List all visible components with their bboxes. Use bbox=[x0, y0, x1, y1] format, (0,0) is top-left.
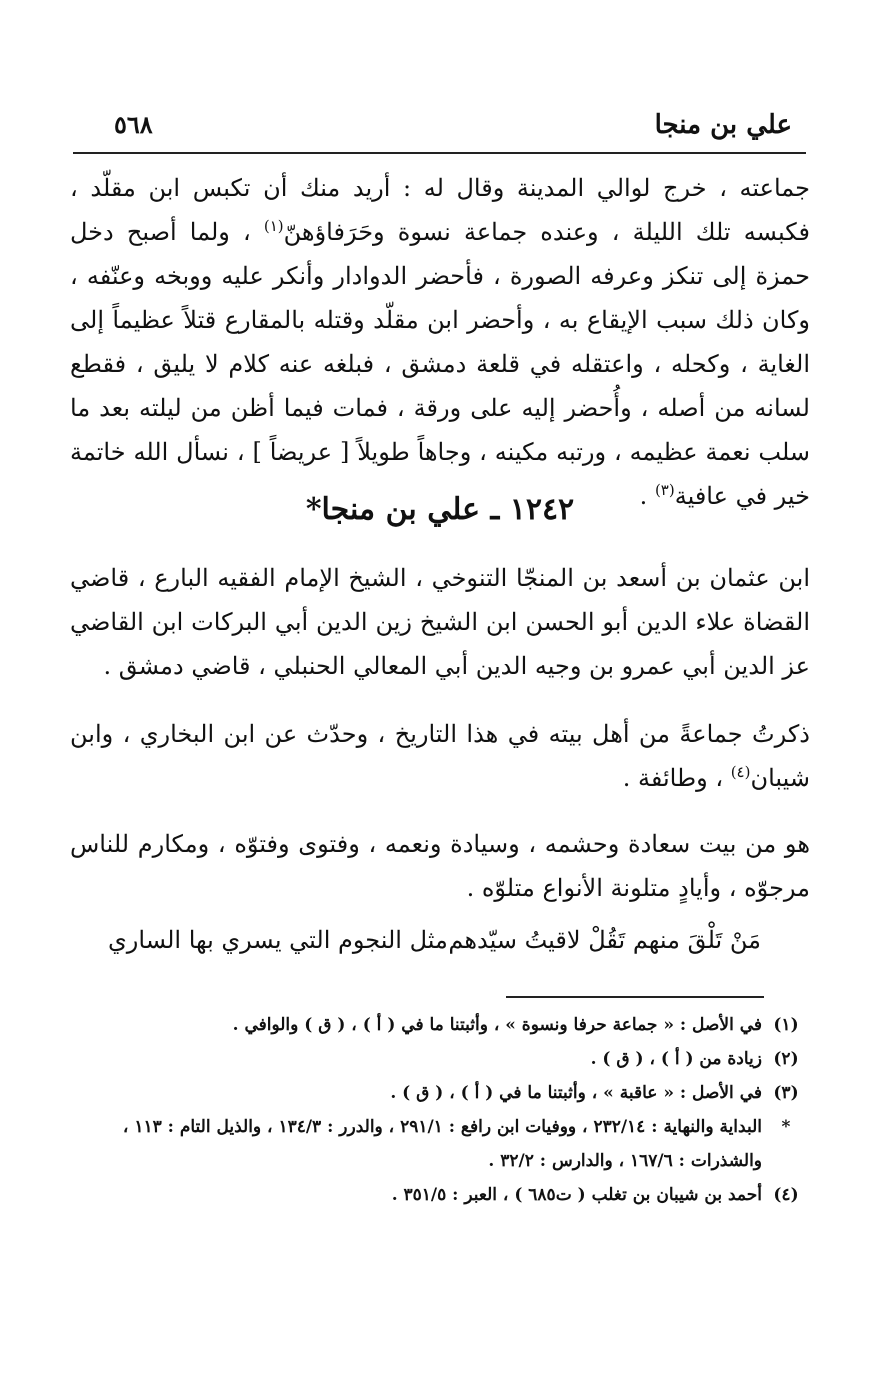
footnote-mark: (٢) bbox=[773, 1049, 799, 1069]
page-number: ٥٦٨ bbox=[114, 110, 153, 139]
footnote-text: أحمد بن شيبان بن تغلب ( ت٦٨٥ ) ، العبر : ٣٥١/٥ . bbox=[391, 1185, 762, 1205]
footnote-text: البداية والنهاية : ٢٣٢/١٤ ، ووفيات ابن رافع : ٢٩١/١ ، والدرر : ١٣٤/٣ ، والذيل التام : ١١٣ ، والشذرات : ١٦٧/٦ ، والدارس : ٣٢/٢ . bbox=[122, 1117, 762, 1171]
footnote-ref: (١) bbox=[263, 217, 284, 235]
footnote-ref: (٣) bbox=[654, 481, 675, 499]
footnote-mark: * bbox=[781, 1117, 791, 1137]
paragraph-text: ، ولما أصبح دخل حمزة إلى تنكز وعرفه الصورة ، فأحضر الدوادار وأنكر عليه ووبخه وعنّفه ، وكان ذلك سبب الإيقاع به ، وأحضر ابن مقلّد وقتله بالمقارع قتلاً عظيماً إلى الغاية ، وكحله ، واعتقله في قلعة دمشق ، فبلغه عنه كلام لا يليق ، فقطع لسانه من أصله ، وأُحضر إليه على ورقة ، فمات فيما أظن من ليلته بعد ما سلب نعمة عظيمه ، ورتبه مكينه ، وجاهاً طويلاً [ عريضاً ] ، نسأل الله خاتمة خير في عافية bbox=[70, 218, 810, 510]
footnote-text: في الأصل : « جماعة حرفا ونسوة » ، وأثبتنا ما في ( أ ) ، ( ق ) والوافي . bbox=[232, 1015, 762, 1035]
paragraph-text: ذكرتُ جماعةً من أهل بيته في هذا التاريخ ، وحدّث عن ابن البخاري ، وابن شيبان bbox=[70, 720, 810, 792]
footnote-mark: (٣) bbox=[773, 1083, 799, 1103]
footnote bbox=[60, 1008, 810, 1042]
footnotes bbox=[60, 1008, 810, 1212]
entry-title: ١٢٤٢ ـ علي بن منجا* bbox=[305, 492, 575, 527]
footnote-mark: (٤) bbox=[773, 1185, 799, 1205]
verse-hemistich-second: مثل النجوم التي يسري بها الساري bbox=[108, 926, 448, 954]
page-header bbox=[70, 110, 810, 146]
paragraph-text: هو من بيت سعادة وحشمه ، وسيادة ونعمه ، وفتوى وفتوّه ، ومكارم للناس مرجوّه ، وأيادٍ متلونة الأنواع متلوّه . bbox=[70, 830, 810, 902]
footnote-text: في الأصل : « عاقبة » ، وأثبتنا ما في ( أ ) ، ( ق ) . bbox=[390, 1083, 762, 1103]
footnote-ref: (٤) bbox=[730, 763, 751, 781]
paragraph-narration bbox=[70, 712, 810, 800]
footnote-rule bbox=[506, 996, 764, 998]
paragraph-text: جماعته ، خرج لوالي المدينة وقال له : أريد منك أن تكبس ابن مقلّد ، فكبسه تلك الليلة ، وعنده جماعة نسوة وحَرَفاؤهنّ bbox=[70, 174, 810, 246]
paragraph-previous-entry bbox=[70, 166, 810, 518]
footnote bbox=[60, 1076, 810, 1110]
paragraph-praise bbox=[70, 822, 810, 910]
header-rule bbox=[73, 152, 806, 154]
footnote bbox=[60, 1178, 810, 1212]
verse-hemistich-first: مَنْ تَلْقَ منهم تَقُلْ لاقيتُ سيّدهم bbox=[448, 926, 761, 954]
running-title: علي بن منجا bbox=[654, 110, 792, 140]
paragraph-text: ابن عثمان بن أسعد بن المنجّا التنوخي ، الشيخ الإمام الفقيه البارع ، قاضي القضاة علاء الدين أبو الحسن ابن الشيخ زين الدين أبي البركات ابن القاضي عز الدين أبي عمرو بن وجيه الدين أبي المعالي الحنبلي ، قاضي دمشق . bbox=[70, 564, 810, 680]
footnote bbox=[60, 1110, 810, 1178]
footnote-text: زيادة من ( أ ) ، ( ق ) . bbox=[590, 1049, 762, 1069]
footnote-mark: (١) bbox=[773, 1015, 799, 1035]
paragraph-lineage bbox=[70, 556, 810, 688]
paragraph-text: ، وطائفة . bbox=[622, 764, 731, 792]
paragraph-text: . bbox=[639, 482, 655, 510]
footnote bbox=[60, 1042, 810, 1076]
